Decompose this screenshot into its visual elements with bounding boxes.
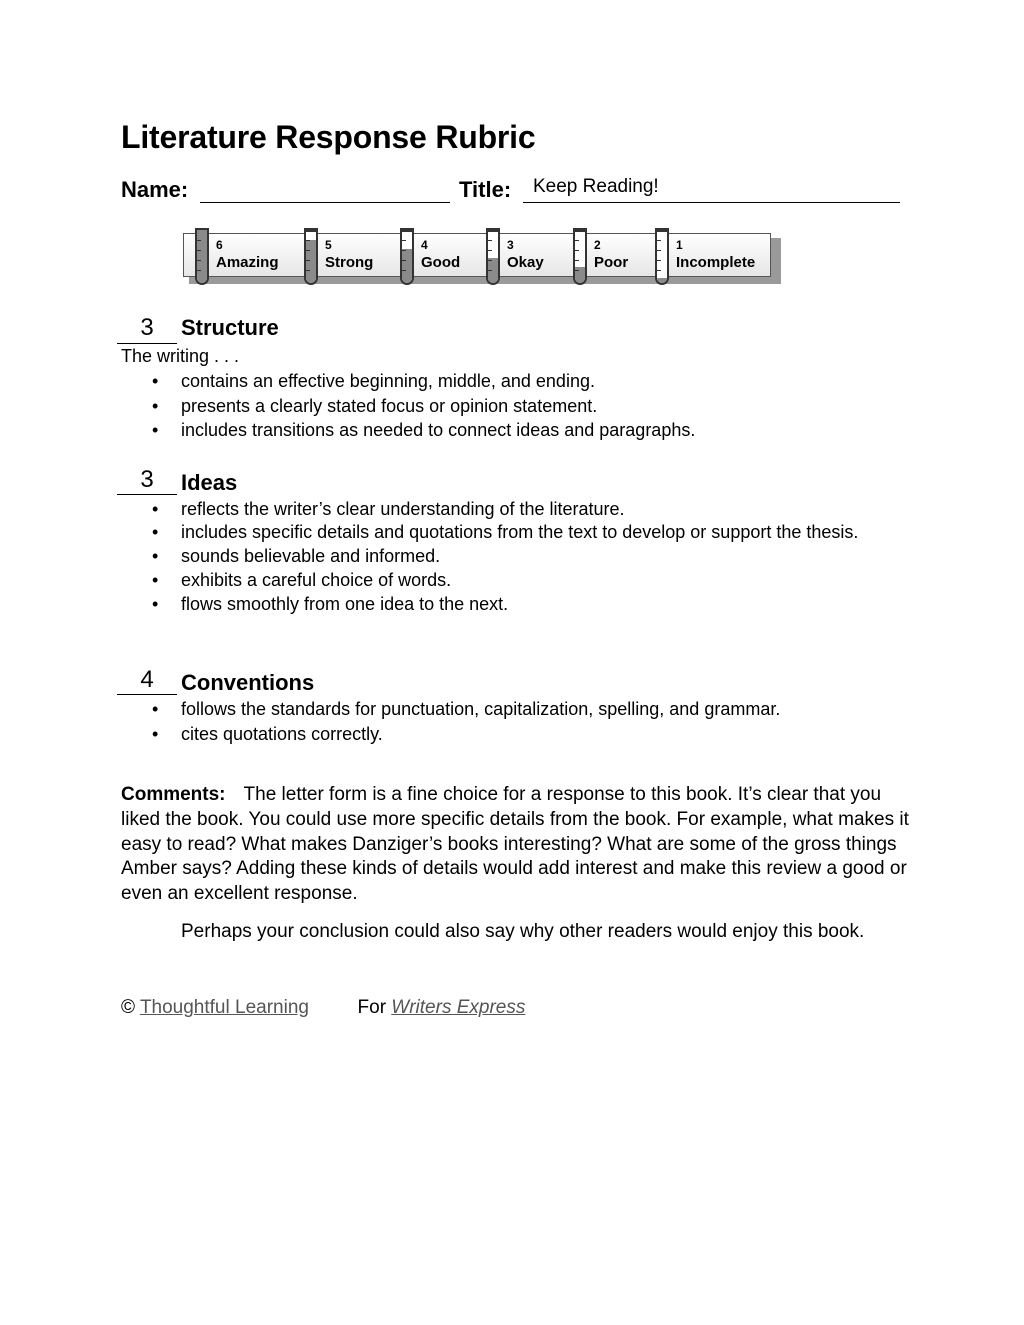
- list-item: • exhibits a careful choice of words.: [181, 568, 911, 592]
- structure-intro: The writing . . .: [121, 346, 240, 366]
- conventions-heading: Conventions: [181, 670, 315, 695]
- list-item: • flows smoothly from one idea to the next.: [181, 592, 911, 616]
- list-item: • sounds believable and informed.: [181, 544, 911, 568]
- list-item: • includes specific details and quotations from the text to develop or support the thesis.: [181, 521, 911, 544]
- scale-label-5: Strong: [325, 254, 374, 271]
- structure-heading: Structure: [181, 315, 279, 340]
- name-field-line[interactable]: [200, 202, 450, 203]
- thermometer-4-icon: [400, 228, 414, 285]
- scale-number-6: 6: [216, 238, 223, 252]
- book-link[interactable]: Writers Express: [391, 997, 526, 1018]
- conventions-list: [181, 697, 911, 746]
- conventions-score-line: [117, 694, 177, 695]
- publisher-link[interactable]: Thoughtful Learning: [139, 997, 309, 1018]
- scale-label-6: Amazing: [216, 254, 279, 271]
- scale-number-1: 1: [676, 238, 683, 252]
- structure-score: 3: [140, 314, 154, 341]
- thermometer-6-icon: [195, 228, 209, 285]
- comments-paragraph-1: The letter form is a fine choice for a response to this book. It’s clear that you liked the book. You could use more specific details from the book. For example, what makes it easy to read? What makes Danziger’s books interesting? What are some of the gross things Amber says? Adding these kinds of details would add interest and make this review a good or even an excellent response.: [121, 784, 909, 905]
- title-field-line[interactable]: [523, 202, 900, 203]
- thermometer-2-icon: [573, 228, 587, 285]
- ideas-list: [181, 497, 911, 616]
- list-item: • cites quotations correctly.: [181, 722, 911, 747]
- comments-block: [121, 783, 911, 945]
- for-text: For: [357, 997, 387, 1018]
- scale-label-4: Good: [421, 254, 461, 271]
- rating-scale: [183, 228, 783, 290]
- scale-label-1: Incomplete: [676, 254, 756, 271]
- thermometer-3-icon: [486, 228, 500, 285]
- scale-number-4: 4: [421, 238, 428, 252]
- list-item: • reflects the writer’s clear understanding of the literature.: [181, 497, 911, 521]
- page-title: Literature Response Rubric: [121, 119, 536, 155]
- ideas-score: 3: [140, 466, 154, 493]
- ideas-heading: Ideas: [181, 470, 238, 495]
- name-label: Name:: [121, 177, 189, 202]
- conventions-score: 4: [140, 666, 154, 693]
- scale-number-5: 5: [325, 238, 332, 252]
- structure-score-line: [117, 343, 177, 344]
- list-item: • contains an effective beginning, middle, and ending.: [181, 369, 911, 394]
- list-item: • presents a clearly stated focus or opinion statement.: [181, 394, 911, 419]
- title-label: Title:: [459, 177, 512, 202]
- scale-label-3: Okay: [507, 254, 544, 271]
- thermometer-1-icon: [655, 228, 669, 285]
- ideas-score-line: [117, 494, 177, 495]
- list-item: • follows the standards for punctuation, capitalization, spelling, and grammar.: [181, 697, 911, 722]
- structure-list: [181, 369, 911, 443]
- thermometer-5-icon: [304, 228, 318, 285]
- title-value: Keep Reading!: [533, 176, 659, 197]
- footer: [121, 997, 525, 1019]
- scale-label-2: Poor: [594, 254, 629, 271]
- list-item: • includes transitions as needed to connect ideas and paragraphs.: [181, 418, 911, 443]
- comments-paragraph-2: Perhaps your conclusion could also say why other readers would enjoy this book.: [181, 920, 865, 942]
- copyright-symbol: ©: [121, 997, 135, 1018]
- scale-number-2: 2: [594, 238, 601, 252]
- comments-label: Comments:: [121, 784, 226, 805]
- scale-number-3: 3: [507, 238, 514, 252]
